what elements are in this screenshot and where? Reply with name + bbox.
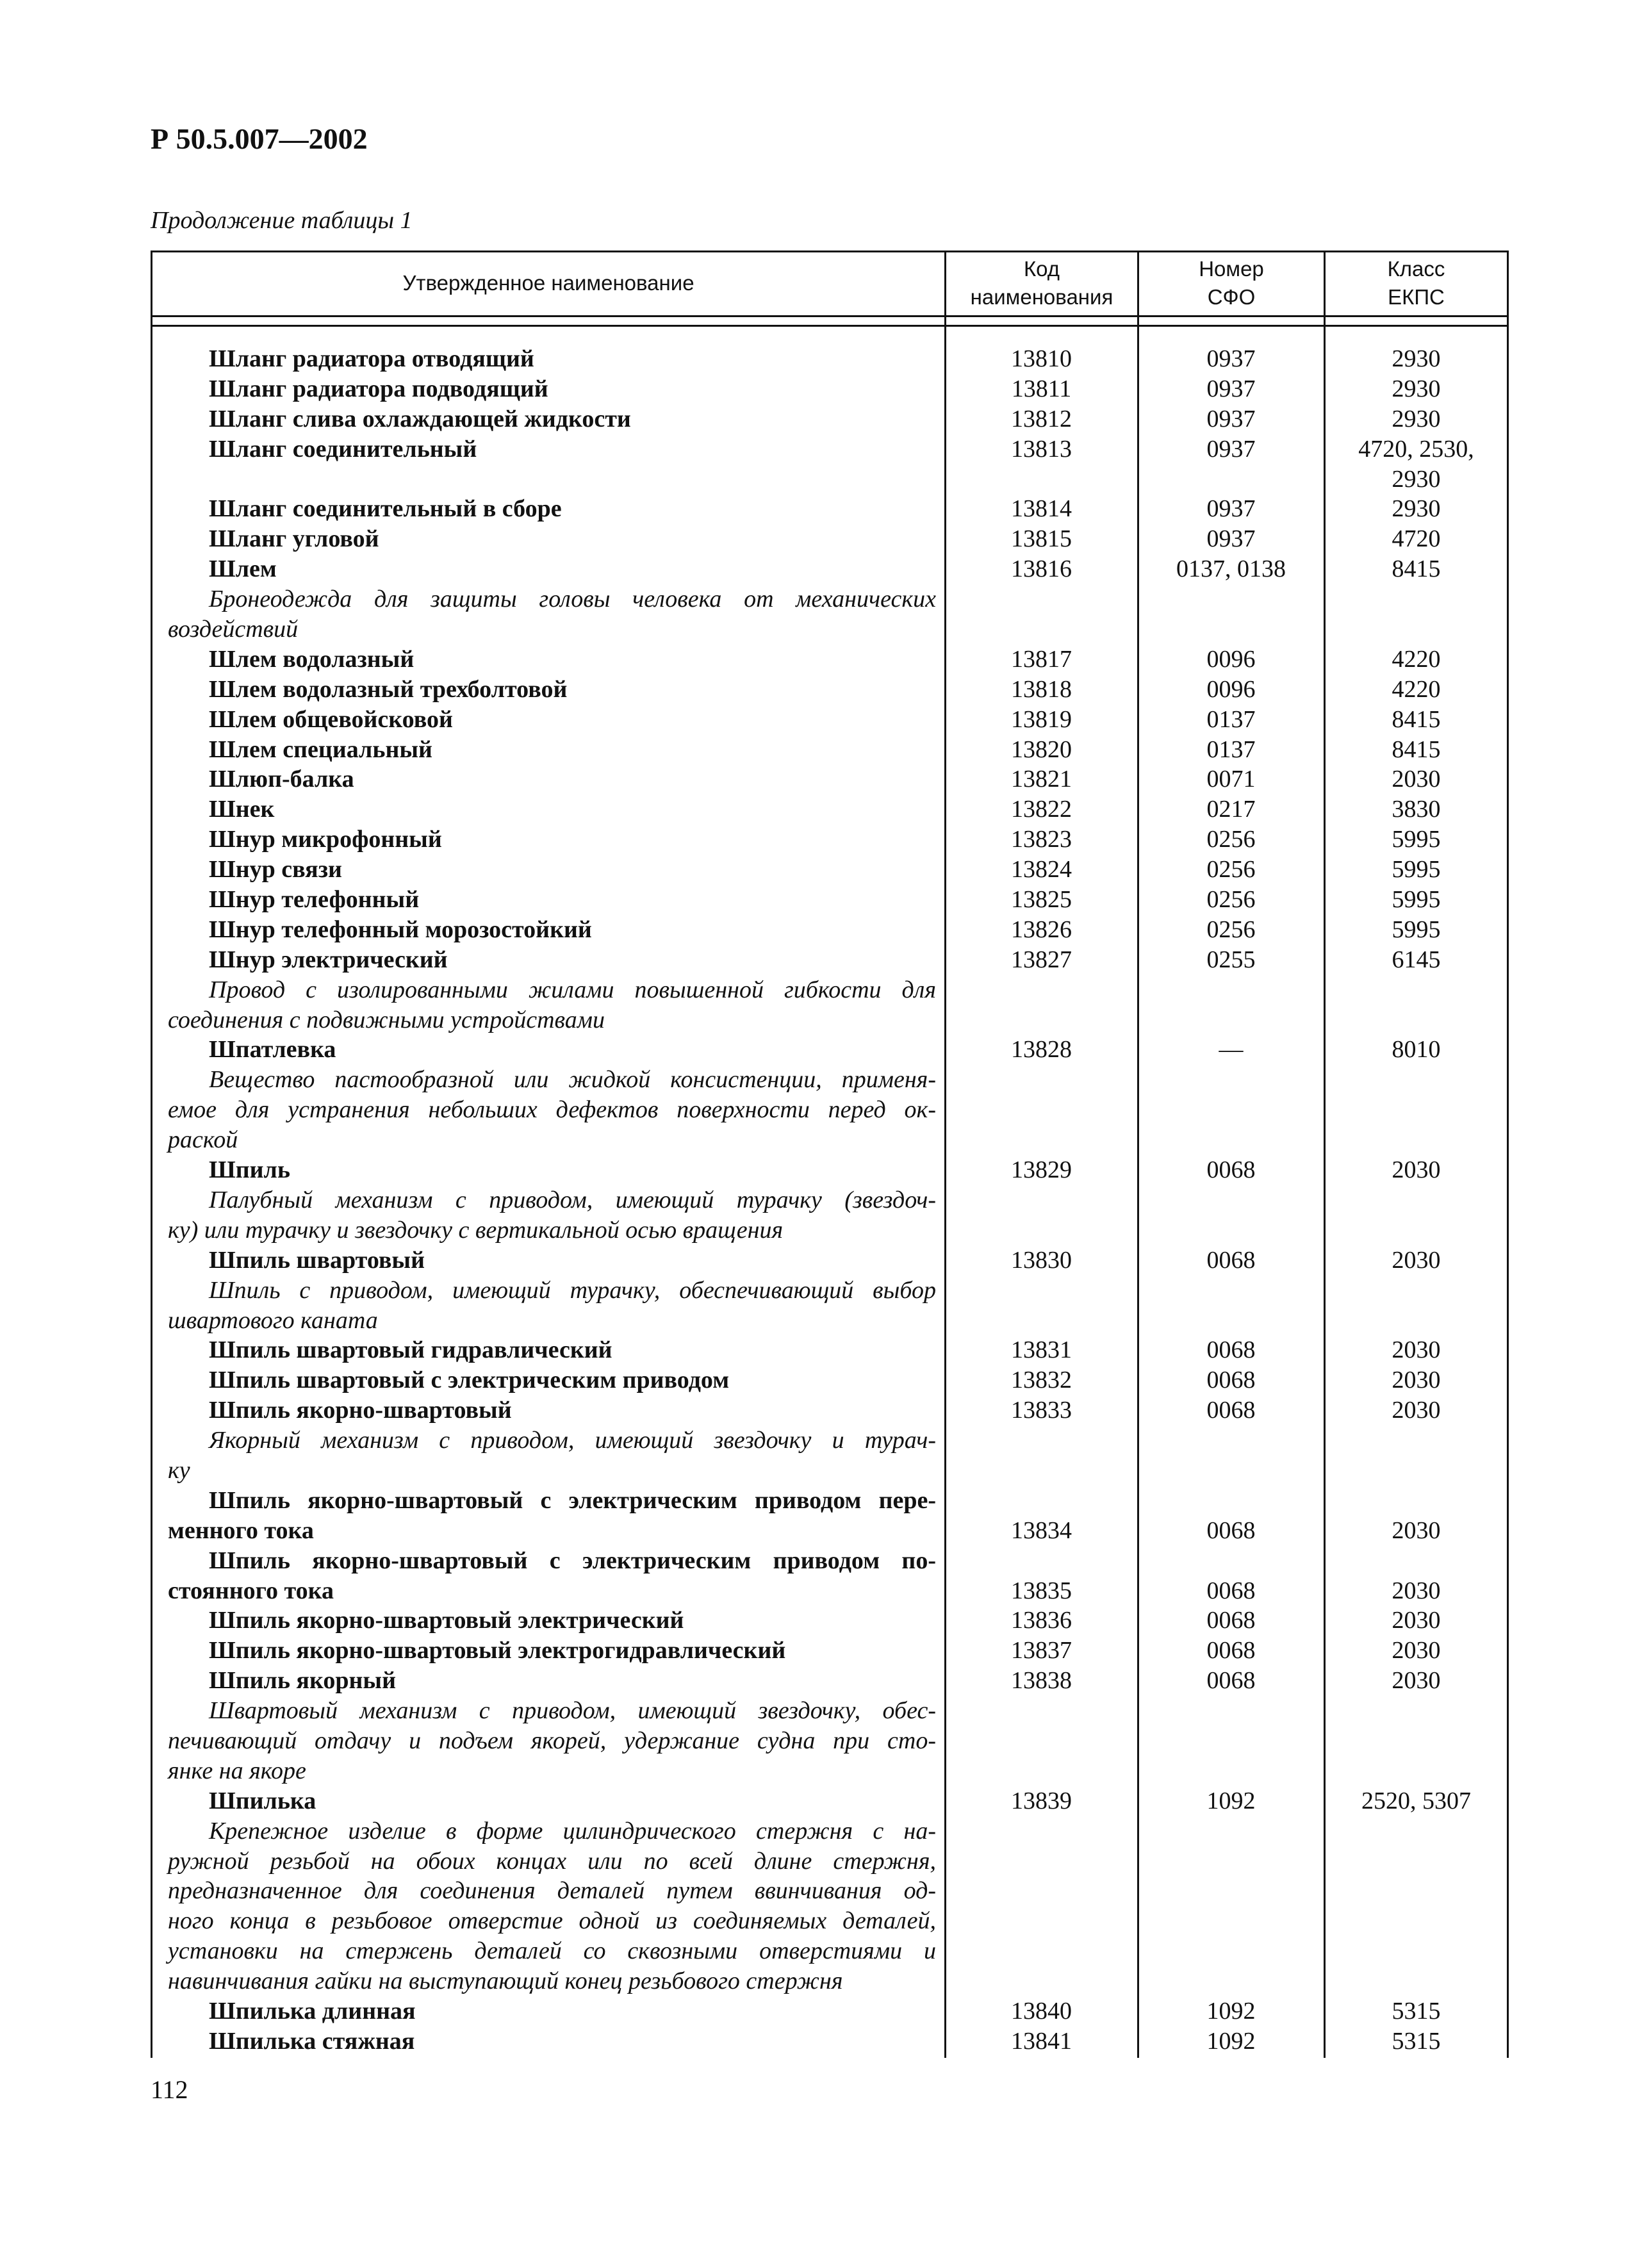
ekps-cell: 5315 (1392, 2027, 1441, 2055)
table-row (152, 1395, 1508, 1426)
sfo-cell: 0256 (1206, 916, 1256, 943)
sfo-cell: 0937 (1206, 375, 1256, 402)
name-cell: Шлем водолазный трехболтовой (209, 675, 568, 703)
header-ekps: Класс ЕКПС (1387, 257, 1445, 309)
sfo-cell: 0256 (1206, 826, 1256, 853)
name-cell: установки на стержень деталей со сквозными отверстиями и (168, 1937, 936, 1965)
code-cell: 13840 (1011, 1997, 1072, 2025)
definition-line (152, 1426, 1508, 1456)
ekps-cell (1324, 1696, 1508, 1726)
table-row (152, 1666, 1508, 1696)
sfo-cell (1138, 1125, 1324, 1155)
ekps-cell: 2930 (1392, 495, 1441, 523)
ekps-cell (1324, 975, 1508, 1005)
name-cell: Швартовый механизм с приводом, имеющий звездочку, обес- (209, 1697, 936, 1725)
sfo-cell (1138, 1215, 1324, 1245)
code-cell: 13836 (1011, 1607, 1072, 1634)
table-row (152, 645, 1508, 675)
sfo-cell: 0071 (1206, 766, 1256, 793)
ekps-cell: 2030 (1392, 1667, 1441, 1695)
sfo-cell (1138, 1005, 1324, 1035)
ekps-cell: 2520, 5307 (1361, 1787, 1471, 1814)
sfo-cell: 0256 (1206, 886, 1256, 914)
sfo-cell: 1092 (1206, 1787, 1256, 1814)
code-cell: 13820 (1011, 735, 1072, 763)
sfo-cell: 0068 (1206, 1516, 1256, 1544)
code-cell (945, 1456, 1138, 1486)
ekps-cell (1324, 1065, 1508, 1095)
ekps-cell: 2030 (1392, 1607, 1441, 1634)
ekps-cell: 5995 (1392, 856, 1441, 883)
sfo-cell: 0068 (1206, 1577, 1256, 1604)
sfo-cell (1138, 1816, 1324, 1846)
ekps-cell: 4220 (1392, 675, 1441, 703)
ekps-cell (1324, 1876, 1508, 1906)
ekps-cell (1324, 1095, 1508, 1125)
ekps-cell: 2030 (1392, 1246, 1441, 1274)
sfo-cell (1138, 1966, 1324, 1996)
name-cell: Шланг слива охлаждающей жидкости (209, 405, 631, 432)
ekps-cell: 3830 (1392, 796, 1441, 823)
name-cell: Шланг радиатора отводящий (209, 345, 534, 372)
name-cell: Шнек (209, 796, 275, 823)
code-cell (945, 1185, 1138, 1215)
header-divider (151, 315, 1509, 317)
ekps-cell (1324, 1726, 1508, 1756)
code-cell: 13838 (1011, 1667, 1072, 1695)
sfo-cell (1138, 1095, 1324, 1125)
ekps-cell (1324, 1456, 1508, 1486)
name-cell: предназначенное для соединения деталей путем ввинчивания од- (168, 1877, 936, 1905)
ekps-cell: 5995 (1392, 826, 1441, 853)
sfo-cell (1138, 1936, 1324, 1966)
sfo-cell: 1092 (1206, 2027, 1256, 2055)
sfo-cell: 0217 (1206, 796, 1256, 823)
table-row (152, 1335, 1508, 1365)
name-cell: Шлем (209, 555, 277, 583)
table-row (152, 1606, 1508, 1636)
sfo-cell (1138, 1696, 1324, 1726)
code-cell (945, 1065, 1138, 1095)
sfo-cell (1138, 1906, 1324, 1936)
sfo-cell: 0937 (1206, 495, 1256, 523)
code-cell: 13830 (1011, 1246, 1072, 1274)
table-row (152, 1155, 1508, 1185)
sfo-cell: 1092 (1206, 1997, 1256, 2025)
definition-line (152, 1906, 1508, 1936)
sfo-cell: 0068 (1206, 1637, 1256, 1664)
name-cell: Шпилька стяжная (209, 2027, 415, 2055)
name-cell: печивающий отдачу и подъем якорей, удержание судна при сто- (168, 1727, 936, 1754)
ekps-cell: 5315 (1392, 1997, 1441, 2025)
ekps-cell (1324, 1125, 1508, 1155)
sfo-cell (1138, 1185, 1324, 1215)
definition-line (152, 584, 1508, 614)
table-row (152, 464, 1508, 495)
name-cell: Палубный механизм с приводом, имеющий турачку (звездоч- (209, 1186, 936, 1213)
name-cell: Шнур электрический (209, 946, 448, 973)
header-code: Код наименования (970, 257, 1113, 309)
code-cell: 13816 (1011, 555, 1072, 583)
sfo-cell (1138, 584, 1324, 614)
table-row (152, 434, 1508, 464)
ekps-cell: 2030 (1392, 1577, 1441, 1604)
sfo-cell: 0068 (1206, 1246, 1256, 1274)
table-row (152, 1365, 1508, 1395)
sfo-cell (1138, 1846, 1324, 1877)
table-row (152, 945, 1508, 975)
name-cell: Шпиль якорный (209, 1667, 396, 1695)
code-cell: 13825 (1011, 886, 1072, 914)
sfo-cell: 0068 (1206, 1336, 1256, 1364)
code-cell: 13824 (1011, 856, 1072, 883)
ekps-cell: 2030 (1392, 766, 1441, 793)
sfo-cell: 0096 (1206, 645, 1256, 673)
ekps-cell (1324, 1276, 1508, 1306)
table-row (152, 764, 1508, 794)
table-row (152, 1636, 1508, 1666)
name-cell: Шлюп-балка (209, 766, 354, 793)
ekps-cell (1324, 1215, 1508, 1245)
table-row (152, 794, 1508, 825)
name-cell: Шпиль якорно-швартовый электрический (209, 1607, 684, 1634)
sfo-cell (1138, 1456, 1324, 1486)
definition-line (152, 1936, 1508, 1966)
code-cell (945, 1486, 1138, 1516)
table-row (152, 825, 1508, 855)
code-cell (945, 1005, 1138, 1035)
code-cell (945, 1215, 1138, 1245)
name-cell: Шлем специальный (209, 735, 432, 763)
definition-line (152, 1966, 1508, 1996)
ekps-cell: 2930 (1392, 375, 1441, 402)
definition-line (152, 1185, 1508, 1215)
table-row (152, 1996, 1508, 2026)
code-cell (945, 1756, 1138, 1786)
sfo-cell (1138, 1546, 1324, 1576)
code-cell: 13819 (1011, 705, 1072, 733)
sfo-cell: 0937 (1206, 435, 1256, 463)
definition-line (152, 1065, 1508, 1095)
sfo-cell (1138, 1306, 1324, 1336)
code-cell (945, 1726, 1138, 1756)
code-cell (945, 584, 1138, 614)
code-cell (945, 1696, 1138, 1726)
sfo-cell (1138, 1876, 1324, 1906)
code-cell: 13839 (1011, 1787, 1072, 1814)
name-cell: Шнур связи (209, 856, 342, 883)
definition-line (152, 1095, 1508, 1125)
table-row (152, 2026, 1508, 2057)
name-cell: ного конца в резьбовое отверстие одной из соединяемых деталей, (168, 1907, 936, 1935)
code-cell: 13837 (1011, 1637, 1072, 1664)
code-cell: 13828 (1011, 1036, 1072, 1064)
code-cell (945, 1966, 1138, 1996)
header-sfo: Номер СФО (1199, 257, 1264, 309)
ekps-cell: 8415 (1392, 555, 1441, 583)
ekps-cell (1324, 1426, 1508, 1456)
sfo-cell (1138, 1726, 1324, 1756)
name-cell: раской (168, 1126, 238, 1154)
header-divider (151, 325, 1509, 327)
sfo-cell: 0068 (1206, 1156, 1256, 1184)
name-cell: стоянного тока (168, 1577, 334, 1604)
code-cell: 13812 (1011, 405, 1072, 432)
definition-line (152, 1816, 1508, 1846)
sfo-cell (1138, 1756, 1324, 1786)
sfo-cell: 0937 (1206, 525, 1256, 553)
sfo-cell: 0068 (1206, 1607, 1256, 1634)
name-cell: Шнур телефонный (209, 886, 420, 914)
code-cell: 13829 (1011, 1156, 1072, 1184)
name-cell: Шпиль (209, 1156, 290, 1184)
name-cell: Провод с изолированными жилами повышенной гибкости для (209, 976, 936, 1003)
code-cell (945, 1906, 1138, 1936)
name-cell: ку) или турачку и звездочку с вертикальной осью вращения (168, 1216, 784, 1244)
ekps-cell: 2030 (1392, 1637, 1441, 1664)
code-cell: 13835 (1011, 1577, 1072, 1604)
ekps-cell (1324, 1906, 1508, 1936)
ekps-cell: 2030 (1392, 1516, 1441, 1544)
code-cell: 13827 (1011, 946, 1072, 973)
name-cell: Шпиль с приводом, имеющий турачку, обеспечивающий выбор (209, 1276, 936, 1304)
definition-line (152, 1215, 1508, 1245)
name-cell: Шпиль швартовый с электрическим приводом (209, 1367, 730, 1394)
table-row (152, 1786, 1508, 1816)
code-cell: 13810 (1011, 345, 1072, 372)
name-cell (152, 464, 945, 495)
code-cell: 13822 (1011, 796, 1072, 823)
table-row (152, 915, 1508, 945)
ekps-cell: 2030 (1392, 1367, 1441, 1394)
ekps-cell (1324, 1816, 1508, 1846)
sfo-cell: 0068 (1206, 1367, 1256, 1394)
definition-line (152, 1276, 1508, 1306)
name-cell: Шланг радиатора подводящий (209, 375, 548, 402)
table-row (152, 675, 1508, 705)
sfo-cell: 0255 (1206, 946, 1256, 973)
table-row (152, 524, 1508, 554)
table-row (152, 885, 1508, 915)
code-cell (945, 1426, 1138, 1456)
sfo-cell: 0137 (1206, 735, 1256, 763)
ekps-cell (1324, 1546, 1508, 1576)
name-cell: навинчивания гайки на выступающий конец резьбового стержня (168, 1968, 843, 1995)
definition-line (152, 975, 1508, 1005)
code-cell (945, 614, 1138, 645)
table-row (152, 1516, 1508, 1546)
sfo-cell: — (1219, 1036, 1244, 1064)
code-cell: 13821 (1011, 766, 1072, 793)
sfo-cell (1138, 614, 1324, 645)
sfo-cell (1138, 1426, 1324, 1456)
code-cell: 13826 (1011, 916, 1072, 943)
ekps-cell: 2030 (1392, 1336, 1441, 1364)
ekps-cell (1324, 1966, 1508, 1996)
sfo-cell: 0068 (1206, 1667, 1256, 1695)
name-cell: Шланг угловой (209, 525, 379, 553)
table-body (152, 344, 1508, 2057)
code-cell (945, 1846, 1138, 1877)
name-cell: янке на якоре (168, 1757, 306, 1784)
sfo-cell: 0068 (1206, 1397, 1256, 1424)
table-row (152, 404, 1508, 434)
ekps-cell (1324, 1486, 1508, 1516)
definition-line (152, 1876, 1508, 1906)
ekps-cell (1324, 1756, 1508, 1786)
table-caption: Продолжение таблицы 1 (151, 207, 413, 234)
header-name: Утвержденное наименование (402, 271, 694, 295)
table-row (152, 705, 1508, 735)
sfo-cell (1138, 1486, 1324, 1516)
code-cell: 13841 (1011, 2027, 1072, 2055)
name-cell: ку (168, 1456, 190, 1484)
definition-line (152, 1306, 1508, 1336)
code-cell (945, 1876, 1138, 1906)
code-cell: 13813 (1011, 435, 1072, 463)
name-cell: Крепежное изделие в форме цилиндрического стержня с на- (209, 1817, 936, 1845)
code-cell: 13815 (1011, 525, 1072, 553)
code-cell: 13811 (1011, 375, 1072, 402)
name-cell: Шпиль якорно-швартовый электрогидравлический (209, 1637, 786, 1664)
sfo-cell (1138, 464, 1324, 495)
table-row (152, 1486, 1508, 1516)
code-cell (945, 1546, 1138, 1576)
code-cell (945, 464, 1138, 495)
name-cell: Шланг соединительный в сборе (209, 495, 562, 523)
name-cell: Шпиль швартовый гидравлический (209, 1336, 612, 1364)
table-row (152, 1035, 1508, 1065)
sfo-cell: 0256 (1206, 856, 1256, 883)
code-cell: 13823 (1011, 826, 1072, 853)
table-row (152, 344, 1508, 374)
code-cell: 13832 (1011, 1367, 1072, 1394)
ekps-cell: 4720 (1392, 525, 1441, 553)
sfo-cell: 0937 (1206, 405, 1256, 432)
name-cell: Шпилька (209, 1787, 316, 1814)
code-cell: 13818 (1011, 675, 1072, 703)
name-cell: соединения с подвижными устройствами (168, 1006, 605, 1033)
table-row (152, 554, 1508, 584)
ekps-cell (1324, 614, 1508, 645)
ekps-cell: 2030 (1392, 1397, 1441, 1424)
ekps-cell: 2030 (1392, 1156, 1441, 1184)
ekps-cell (1324, 1846, 1508, 1877)
name-cell: Шланг соединительный (209, 435, 477, 463)
ekps-cell (1324, 1185, 1508, 1215)
code-cell (945, 1125, 1138, 1155)
ekps-cell: 4220 (1392, 645, 1441, 673)
ekps-cell: 6145 (1392, 946, 1441, 973)
sfo-cell: 0137 (1206, 705, 1256, 733)
definition-line (152, 1125, 1508, 1155)
definition-line (152, 1696, 1508, 1726)
name-cell: швартового каната (168, 1306, 378, 1334)
name-cell: Вещество пастообразной или жидкой консистенции, применя- (209, 1066, 936, 1094)
table-row (152, 735, 1508, 765)
code-cell (945, 1936, 1138, 1966)
table-row (152, 1576, 1508, 1606)
code-cell: 13833 (1011, 1397, 1072, 1424)
name-cell: менного тока (168, 1516, 314, 1544)
name-cell: Бронеодежда для защиты головы человека от механических (209, 586, 936, 613)
name-cell: Шпатлевка (209, 1036, 336, 1064)
ekps-cell (1324, 1306, 1508, 1336)
definition-line (152, 614, 1508, 645)
code-cell (945, 1816, 1138, 1846)
name-cell: емое для устранения небольших дефектов поверхности перед ок- (168, 1096, 936, 1124)
name-cell: Якорный механизм с приводом, имеющий звездочку и турач- (209, 1427, 936, 1454)
ekps-cell (1324, 1936, 1508, 1966)
document-id: Р 50.5.007—2002 (151, 122, 368, 155)
sfo-cell (1138, 1065, 1324, 1095)
definition-line (152, 1726, 1508, 1756)
ekps-cell: 8010 (1392, 1036, 1441, 1064)
code-cell (945, 975, 1138, 1005)
name-cell: Шлем общевойсковой (209, 705, 453, 733)
name-cell: Шпиль швартовый (209, 1246, 425, 1274)
sfo-cell: 0937 (1206, 345, 1256, 372)
name-cell: Шпилька длинная (209, 1997, 416, 2025)
ekps-cell: 8415 (1392, 735, 1441, 763)
code-cell: 13814 (1011, 495, 1072, 523)
table-row (152, 1245, 1508, 1276)
table-row (152, 1546, 1508, 1576)
table-row (152, 494, 1508, 524)
sfo-cell: 0137, 0138 (1176, 555, 1286, 583)
definition-line (152, 1846, 1508, 1877)
definition-line (152, 1005, 1508, 1035)
ekps-cell: 4720, 2530, (1358, 435, 1474, 463)
sfo-cell (1138, 1276, 1324, 1306)
definition-line (152, 1756, 1508, 1786)
name-cell: Шпиль якорно-швартовый (209, 1397, 512, 1424)
page-number: 112 (151, 2075, 188, 2104)
definition-line (152, 1456, 1508, 1486)
ekps-cell: 2930 (1392, 405, 1441, 432)
name-cell: Шнур телефонный морозостойкий (209, 916, 592, 943)
name-cell: воздействий (168, 616, 299, 643)
name-cell: Шпиль якорно-швартовый с электрическим приводом пере- (209, 1486, 936, 1514)
name-cell: Шлем водолазный (209, 645, 415, 673)
table-row (152, 855, 1508, 885)
name-cell: ружной резьбой на обоих концах или по всей длине стержня, (168, 1847, 936, 1875)
sfo-cell: 0096 (1206, 675, 1256, 703)
ekps-cell: 8415 (1392, 705, 1441, 733)
code-cell (945, 1095, 1138, 1125)
ekps-cell: 2930 (1392, 345, 1441, 372)
code-cell (945, 1276, 1138, 1306)
code-cell (945, 1306, 1138, 1336)
code-cell: 13831 (1011, 1336, 1072, 1364)
ekps-cell (1324, 1005, 1508, 1035)
ekps-cell: 5995 (1392, 886, 1441, 914)
code-cell: 13817 (1011, 645, 1072, 673)
code-cell: 13834 (1011, 1516, 1072, 1544)
sfo-cell (1138, 975, 1324, 1005)
name-cell: Шпиль якорно-швартовый с электрическим приводом по- (209, 1547, 936, 1574)
table-row (152, 374, 1508, 404)
ekps-cell: 2930 (1392, 465, 1441, 493)
ekps-cell (1324, 584, 1508, 614)
name-cell: Шнур микрофонный (209, 826, 442, 853)
ekps-cell: 5995 (1392, 916, 1441, 943)
